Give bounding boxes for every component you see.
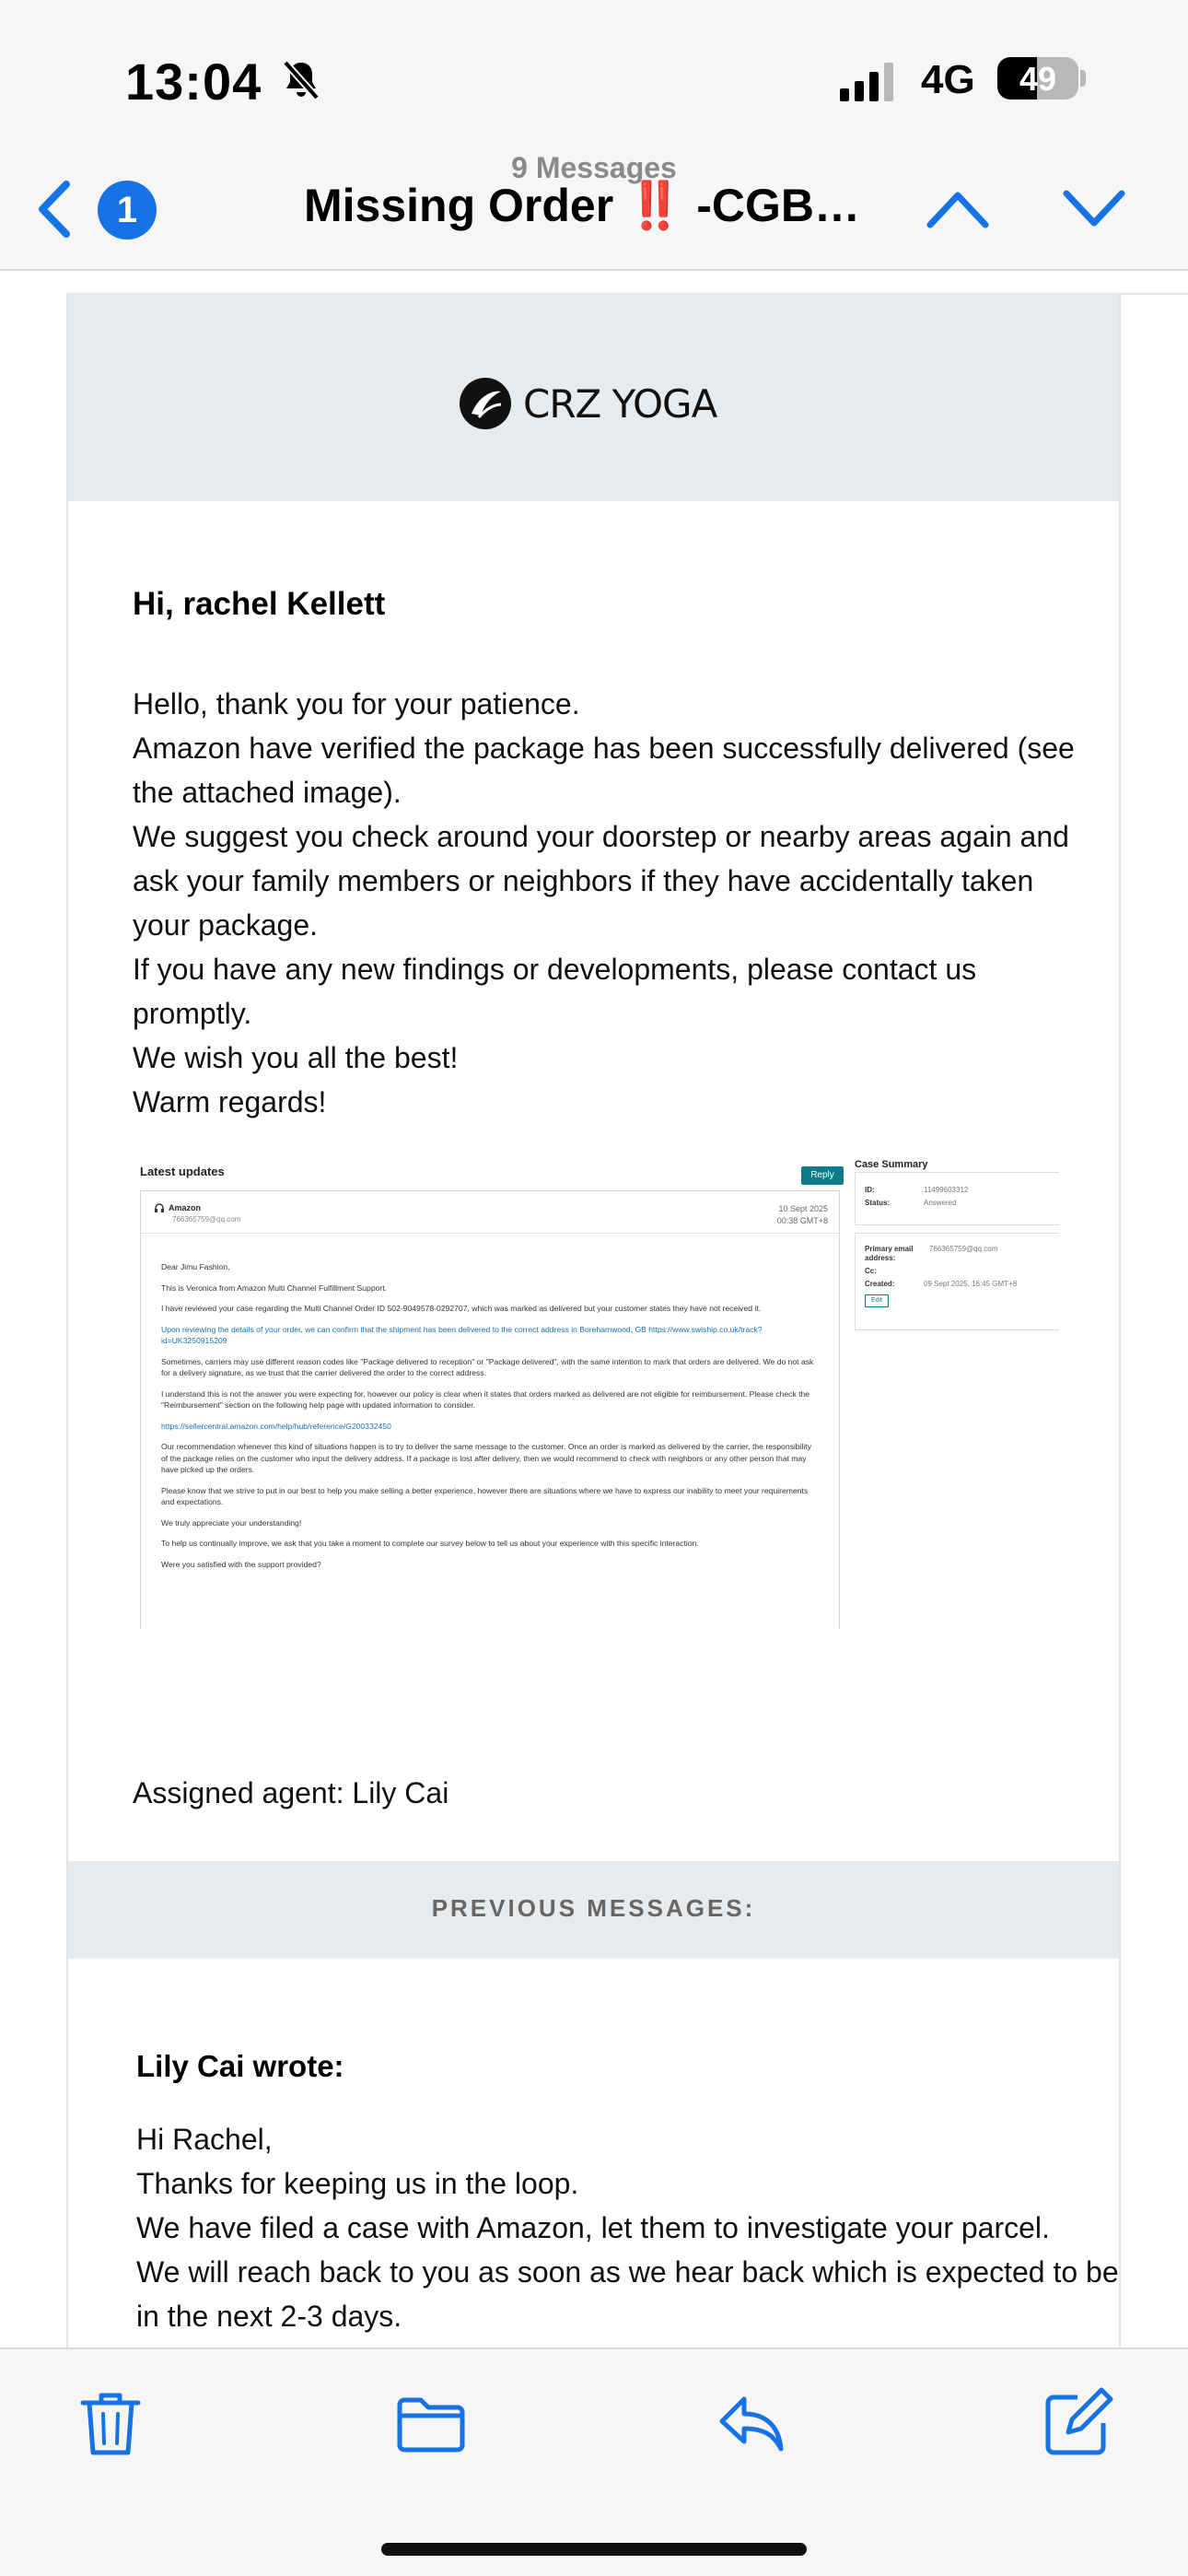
email-content[interactable] [0, 273, 1188, 2348]
bottom-toolbar [0, 2348, 1188, 2576]
crz-logo-icon [459, 377, 512, 430]
created-row [865, 1280, 1017, 1288]
subject-emoji: ‼️ [626, 180, 684, 231]
primary-email-value [929, 1245, 997, 1253]
subject-suffix: -CGB… [683, 180, 860, 231]
body-line: We suggest you check around your doorstep or nearby areas again and ask your family members or neighbors if they have accidentally taken your package. [133, 820, 1069, 942]
created-value: 09 Sept 2025, 16:45 GMT+8 [924, 1280, 1018, 1288]
previous-line: We have filed a case with Amazon, let them to investigate your parcel. [136, 2211, 1050, 2244]
cc-row [865, 1267, 924, 1275]
attached-image[interactable] [74, 1159, 1059, 1629]
folder-icon[interactable] [394, 2386, 468, 2460]
attachment-reply-button: Reply [801, 1166, 844, 1185]
attachment-paragraph: Please know that we strive to put in our best to help you make selling a better experience, however there are situations where we have to express our inability to meet your requirements and expectations. [161, 1485, 809, 1506]
attachment-message-panel [140, 1190, 840, 1629]
divider [1121, 293, 1188, 295]
primary-email-value-text: 766365759@qq.com [929, 1245, 998, 1253]
case-summary-box [855, 1172, 1059, 1225]
bell-slash-icon [278, 57, 324, 103]
case-status-row [865, 1199, 957, 1207]
previous-line: Thanks for keeping us in the loop. [136, 2167, 579, 2200]
body-line: Hello, thank you for your patience. [133, 687, 580, 720]
attachment-paragraph: Sometimes, carriers may use different reason codes like "Package delivered to reception" or "Package delivered", with the same intention to mark that orders are delivered. We do not ask for a delivery signature, as we trust that the carrier delivered the order to the correct address. [161, 1356, 814, 1377]
brand-name: CRZ YOGA [523, 381, 717, 427]
case-status-value: Answered [924, 1199, 957, 1207]
attachment-message-header [141, 1191, 839, 1234]
case-id-label: ID: [865, 1186, 875, 1194]
compose-icon[interactable] [1041, 2386, 1114, 2460]
status-bar [0, 0, 1188, 147]
subject-prefix: Missing Order [304, 180, 627, 231]
brand-logo [459, 376, 716, 431]
assigned-agent: Assigned agent: Lily Cai [133, 1776, 449, 1809]
attachment-paragraph: I understand this is not the answer you were expecting for, however our policy is clear when it states that orders marked as delivered are not eligible for reimbursement. Please check the "Reimbursement" section on the following help page with updated information to consider. [161, 1388, 810, 1410]
case-id-row [865, 1186, 968, 1194]
status-time: 13:04 [125, 53, 262, 111]
home-indicator[interactable] [381, 2543, 807, 2556]
attachment-paragraph: We truly appreciate your understanding! [161, 1517, 302, 1528]
attachment-sender: Amazon [169, 1203, 202, 1212]
attachment-sender-email: 766365759@qq.com [172, 1215, 241, 1224]
greeting: Hi, rachel Kellett [133, 586, 386, 622]
battery-percent: 49 [1019, 60, 1057, 98]
body-line: Warm regards! [133, 1085, 327, 1118]
attachment-paragraph: Were you satisfied with the support provided? [161, 1559, 321, 1569]
case-id-value: 11499603312 [924, 1186, 969, 1194]
chevron-down-icon[interactable] [1059, 181, 1129, 236]
attachment-paragraph: Our recommendation whenever this kind of situations happen is to try to deliver the same message to the customer. Once an order is marked as delivered by the carrier, the responsibility of the package relies on the customer who input the delivery address. If a package is lost after delivery, then we would recommend to check with neighbors or any other person that may have picked up the orders. [161, 1442, 811, 1474]
signal-icon [840, 63, 897, 101]
battery-indicator [997, 57, 1078, 100]
primary-email-label-text: Primary email address: [865, 1245, 914, 1262]
body-line: Amazon have verified the package has been successfully delivered (see the attached image). [133, 732, 1075, 809]
cc-label: Cc: [865, 1267, 877, 1275]
attachment-paragraph: This is Veronica from Amazon Multi Channel Fulfillment Support. [161, 1282, 388, 1293]
chevron-left-icon[interactable] [31, 177, 77, 241]
email-body [133, 682, 1081, 1124]
primary-email-label [865, 1245, 920, 1263]
message-count: 9 Messages [511, 151, 677, 184]
brand-header [68, 293, 1119, 501]
previous-line: Hi Rachel, [136, 2123, 273, 2156]
attachment-date [777, 1203, 828, 1227]
body-line: We wish you all the best! [133, 1041, 459, 1074]
attachment-time-line: 00:38 GMT+8 [776, 1216, 828, 1225]
attachment-body [161, 1261, 815, 1579]
attachment-paragraph: Upon reviewing the details of your order, we can confirm that the shipment has been delivered to the correct address in Borehamwood, GB https://www.swiship.co.uk/track?id=UK3250915209 [161, 1324, 763, 1345]
case-summary-title: Case Summary [855, 1159, 928, 1170]
attachment-date-line: 10 Sept 2025 [778, 1204, 828, 1213]
previous-line: We will reach back to you as soon as we hear back which is expected to be in the next 2-3 days. [136, 2255, 1119, 2333]
edit-button: Edit [865, 1294, 889, 1307]
attachment-paragraph: Dear Jimu Fashion, [161, 1262, 230, 1271]
trash-icon[interactable] [74, 2386, 147, 2460]
attachment-case-summary [855, 1159, 1059, 1343]
attachment-paragraph: To help us continually improve, we ask that you take a moment to complete our survey below to tell us about your experience with this specific interaction. [161, 1539, 699, 1548]
message-nav-bar [0, 147, 1188, 271]
chevron-up-icon[interactable] [923, 181, 993, 236]
previous-sender: Lily Cai wrote: [136, 2049, 344, 2083]
attachment-title: Latest updates [140, 1165, 225, 1178]
previous-messages-label: PREVIOUS MESSAGES: [431, 1894, 756, 1922]
battery-tip [1080, 70, 1086, 87]
reply-icon[interactable] [715, 2386, 788, 2460]
created-label: Created: [865, 1280, 895, 1288]
unread-count-badge[interactable]: 1 [98, 181, 157, 240]
network-type: 4G [921, 57, 975, 102]
email-subject [304, 179, 893, 233]
attachment-paragraph: I have reviewed your case regarding the Multi Channel Order ID 502-9049578-0292707, which was marked as delivered but your customer states they have not received it. [161, 1304, 762, 1313]
attachment-link: https://sellercentral.amazon.com/help/hub/reference/G200332450 [161, 1421, 391, 1431]
case-status-label: Status: [865, 1199, 891, 1207]
case-details-box [855, 1233, 1059, 1330]
headset-icon [154, 1202, 165, 1213]
body-line: If you have any new findings or developments, please contact us promptly. [133, 953, 977, 1030]
